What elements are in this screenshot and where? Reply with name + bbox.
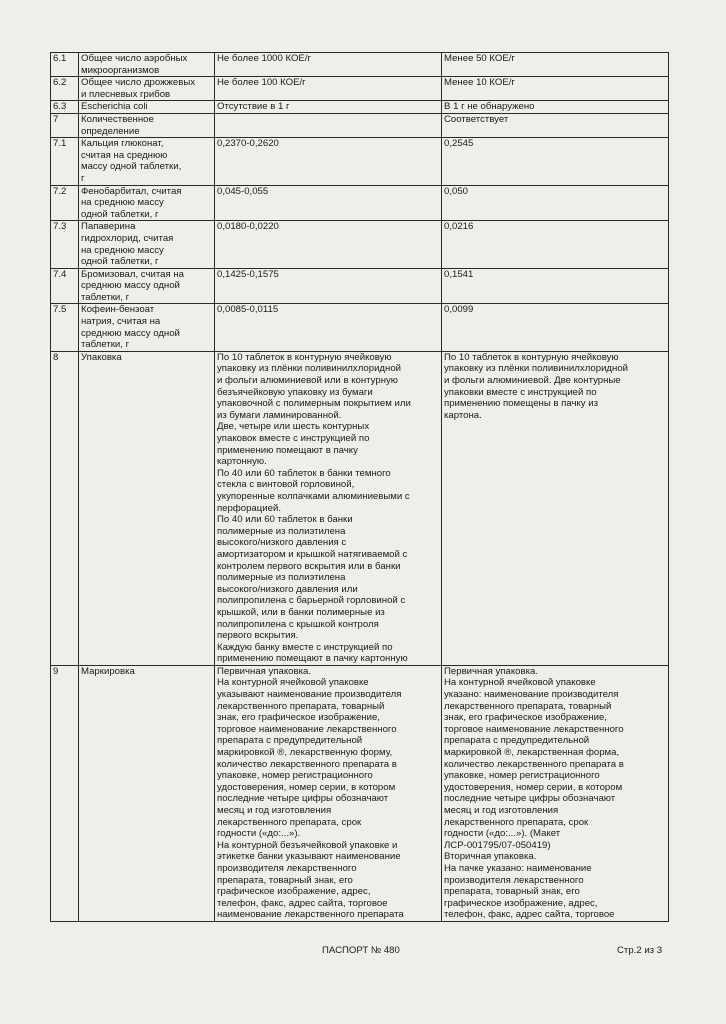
indicator-name: Фенобарбитал, считая на среднюю массу одной таблетки, г: [79, 185, 215, 221]
test-result: В 1 г не обнаружено: [442, 101, 669, 114]
indicator-name: Количественное определение: [79, 113, 215, 137]
test-result: По 10 таблеток в контурную ячейковую упаковку из плёнки поливинилхлоридной и фольги алюминиевой. Две контурные упаковки вместе с инструкцией по применению помещены в пачку из картона.: [442, 351, 669, 665]
test-result: Менее 50 КОЕ/г: [442, 53, 669, 77]
indicator-name: Упаковка: [79, 351, 215, 665]
row-number: 6.1: [51, 53, 79, 77]
indicator-name: Общее число аэробных микроорганизмов: [79, 53, 215, 77]
table-row: [51, 101, 669, 114]
row-number: 9: [51, 665, 79, 921]
test-result: 0,2545: [442, 138, 669, 185]
test-result: 0,050: [442, 185, 669, 221]
indicator-name: Маркировка: [79, 665, 215, 921]
test-result: 0,0216: [442, 221, 669, 268]
indicator-name: Папаверина гидрохлорид, считая на среднюю массу одной таблетки, г: [79, 221, 215, 268]
table-row: [51, 221, 669, 268]
indicator-name: Escherichia coli: [79, 101, 215, 114]
indicator-name: Кальция глюконат, считая на среднюю массу одной таблетки, г: [79, 138, 215, 185]
norm-requirement: 0,045-0,055: [215, 185, 442, 221]
row-number: 7.4: [51, 268, 79, 304]
row-number: 7: [51, 113, 79, 137]
specification-table: [50, 52, 669, 922]
norm-requirement: Отсутствие в 1 г: [215, 101, 442, 114]
test-result: 0,1541: [442, 268, 669, 304]
table-row: [51, 351, 669, 665]
norm-requirement: 0,1425-0,1575: [215, 268, 442, 304]
table-row: [51, 185, 669, 221]
indicator-name: Бромизовал, считая на среднюю массу одной таблетки, г: [79, 268, 215, 304]
test-result: 0,0099: [442, 304, 669, 351]
norm-requirement: Не более 1000 КОЕ/г: [215, 53, 442, 77]
test-result: Первичная упаковка. На контурной ячейковой упаковке указано: наименование производителя лекарственного препарата, товарный знак, его графическое изображение, торговое наименование лекарственного препарата с предупредительной маркировкой ®, лекарственная форма, количество лекарственного препарата в упаковке, номер регистрационного удостоверения, номер серии, в котором последние четыре цифры обозначают месяц и год изготовления лекарственного препарата, срок годности («до:...»). (Макет ЛСР-001795/07-050419) Вторичная упаковка. На пачке указано: наименование производителя лекарственного препарата, товарный знак, его графическое изображение, адрес, телефон, факс, адрес сайта, торговое: [442, 665, 669, 921]
norm-requirement: 0,2370-0,2620: [215, 138, 442, 185]
norm-requirement: 0,0085-0,0115: [215, 304, 442, 351]
norm-requirement: [215, 113, 442, 137]
table-row: [51, 53, 669, 77]
row-number: 8: [51, 351, 79, 665]
indicator-name: Общее число дрожжевых и плесневых грибов: [79, 77, 215, 101]
test-result: Менее 10 КОЕ/г: [442, 77, 669, 101]
table-row: [51, 304, 669, 351]
row-number: 7.5: [51, 304, 79, 351]
table-row: [51, 665, 669, 921]
indicator-name: Кофеин-бензоат натрия, считая на среднюю массу одной таблетки, г: [79, 304, 215, 351]
row-number: 6.3: [51, 101, 79, 114]
table-row: [51, 77, 669, 101]
table-row: [51, 113, 669, 137]
test-result: Соответствует: [442, 113, 669, 137]
passport-number: ПАСПОРТ № 480: [322, 945, 400, 956]
row-number: 7.3: [51, 221, 79, 268]
row-number: 7.2: [51, 185, 79, 221]
norm-requirement: Первичная упаковка. На контурной ячейковой упаковке указывают наименование производителя лекарственного препарата, товарный знак, его графическое изображение, торговое наименование лекарственного препарата с предупредительной маркировкой ®, лекарственную форму, количество лекарственного препарата в упаковке, номер регистрационного удостоверения, номер серии, в котором последние четыре цифры обозначают месяц и год изготовления лекарственного препарата, срок годности («до:...»). На контурной безъячейковой упаковке и этикетке банки указывают наименование производителя лекарственного препарата, товарный знак, его графическое изображение, адрес, телефон, факс, адрес сайта, торговое наименование лекарственного препарата: [215, 665, 442, 921]
page-counter: Стр.2 из 3: [617, 945, 663, 956]
table-row: [51, 138, 669, 185]
table-row: [51, 268, 669, 304]
specification-table-body: [51, 53, 669, 922]
row-number: 7.1: [51, 138, 79, 185]
norm-requirement: Не более 100 КОЕ/г: [215, 77, 442, 101]
row-number: 6.2: [51, 77, 79, 101]
norm-requirement: По 10 таблеток в контурную ячейковую упаковку из плёнки поливинилхлоридной и фольги алюминиевой или в контурную безъячейковую упаковку из бумаги упаковочной с полимерным покрытием или из бумаги ламинированной. Две, четыре или шесть контурных упаковок вместе с инструкцией по применению помещают в пачку картонную. По 40 или 60 таблеток в банки темного стекла с винтовой горловиной, укупоренные колпачками алюминиевыми с перфорацией. По 40 или 60 таблеток в банки полимерные из полиэтилена высокого/низкого давления с амортизатором и крышкой натягиваемой с контролем первого вскрытия или в банки полимерные из полиэтилена высокого/низкого давления или полипропилена с барьерной горловиной с крышкой, или в банки полимерные из полипропилена с крышкой контроля первого вскрытия. Каждую банку вместе с инструкцией по применению помещают в пачку картонную: [215, 351, 442, 665]
norm-requirement: 0,0180-0,0220: [215, 221, 442, 268]
